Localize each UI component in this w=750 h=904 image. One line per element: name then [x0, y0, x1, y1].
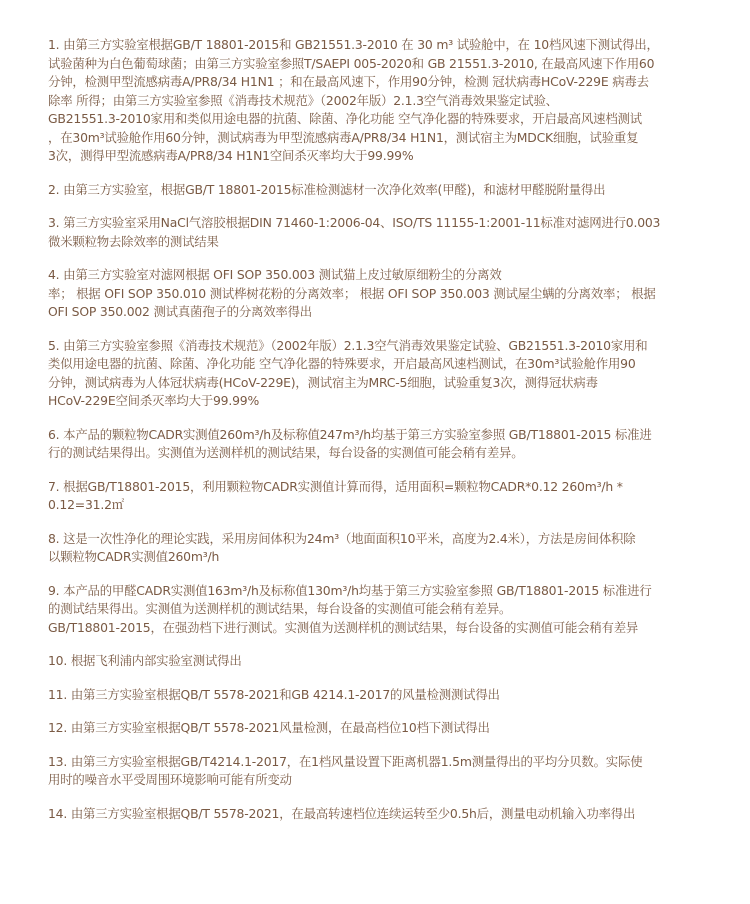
footnote-4: [48, 266, 720, 322]
footnote-10: [48, 652, 720, 671]
footnote-13: [48, 753, 720, 790]
footnote-line: 类似用途电器的抗菌、除菌、净化功能 空气净化器的特殊要求，开启最高风速档测试，在30m³试验舱作用90: [48, 356, 636, 371]
footnote-12: [48, 719, 720, 738]
footnote-5: [48, 337, 720, 411]
footnote-line: 分钟，检测甲型流感病毒A/PR8/34 H1N1 ；和在最高风速下，作用90分钟，检测 冠状病毒HCoV-229E 病毒去: [48, 74, 649, 89]
footnote-line: 6. 本产品的颗粒物CADR实测值260m³/h及标称值247m³/h均基于第三方实验室参照 GB/T18801-2015 标准进: [48, 426, 652, 442]
footnote-line: 12. 由第三方实验室根据QB/T 5578-2021风量检测，在最高档位10档下测试得出: [48, 720, 490, 735]
footnote-line: 2. 由第三方实验室，根据GB/T 18801-2015标准检测滤材一次净化效率(甲醛)，和滤材甲醛脱附量得出: [48, 181, 606, 197]
footnote-line: 率； 根据 OFI SOP 350.010 测试桦树花粉的分离效率； 根据 OFI SOP 350.003 测试屋尘螨的分离效率； 根据: [48, 285, 656, 301]
footnote-line: 10. 根据飞利浦内部实验室测试得出: [48, 653, 242, 668]
footnote-1: [48, 36, 720, 166]
footnote-line: 8. 这是一次性净化的理论实践，采用房间体积为24m³（地面面积10平米，高度为2.4米），方法是房间体积除: [48, 530, 636, 546]
footnote-line: 3次，测得甲型流感病毒A/PR8/34 H1N1空间杀灭率均大于99.99%: [48, 148, 414, 163]
footnote-line: 试验菌种为白色葡萄球菌；由第三方实验室参照T/SAEPI 005-2020和 GB 21551.3-2010, 在最高风速下作用60: [48, 55, 655, 71]
footnote-line: 7. 根据GB/T18801-2015，利用颗粒物CADR实测值计算而得，适用面积=颗粒物CADR*0.12 260m³/h *: [48, 478, 623, 494]
footnote-2: [48, 181, 720, 200]
footnote-8: [48, 530, 720, 567]
footnote-line: 行的测试结果得出。实测值为送测样机的测试结果，每台设备的实测值可能会稍有差异。: [48, 445, 524, 460]
footnote-line: 14. 由第三方实验室根据QB/T 5578-2021，在最高转速档位连续运转至少0.5h后，测量电动机输入功率得出: [48, 805, 636, 821]
footnote-line: 1. 由第三方实验室根据GB/T 18801-2015和 GB21551.3-2010 在 30 m³ 试验舱中，在 10档风速下测试得出，: [48, 37, 659, 52]
footnote-line: ，在30m³试验舱作用60分钟，测试病毒为甲型流感病毒A/PR8/34 H1N1，测试宿主为MDCK细胞，试验重复: [48, 129, 639, 145]
footnote-line: GB21551.3-2010家用和类似用途电器的抗菌、除菌、净化功能 空气净化器的特殊要求，开启最高风速档测试: [48, 111, 642, 126]
footnote-line: 的测试结果得出。实测值为送测样机的测试结果，每台设备的实测值可能会稍有差异。: [48, 601, 512, 616]
footnote-line: GB/T18801-2015，在强劲档下进行测试。实测值为送测样机的测试结果，每台设备的实测值可能会稍有差异: [48, 619, 639, 635]
footnote-line: 以颗粒物CADR实测值260m³/h: [48, 549, 220, 564]
footnote-11: [48, 686, 720, 705]
footnote-6: [48, 426, 720, 463]
footnote-line: 11. 由第三方实验室根据QB/T 5578-2021和GB 4214.1-2017的风量检测测试得出: [48, 686, 500, 702]
footnote-line: 3. 第三方实验室采用NaCl气溶胶根据DIN 71460-1:2006-04、ISO/TS 11155-1:2001-11标准对滤网进行0.003: [48, 215, 661, 230]
footnote-3: [48, 214, 720, 251]
footnote-line: OFI SOP 350.002 测试真菌孢子的分离效率得出: [48, 304, 312, 319]
footnote-line: HCoV-229E空间杀灭率均大于99.99%: [48, 393, 260, 408]
footnote-line: 分钟，测试病毒为人体冠状病毒(HCoV-229E)，测试宿主为MRC-5细胞，试验重复3次，测得冠状病毒: [48, 374, 598, 390]
footnote-9: [48, 582, 720, 638]
footnote-line: 除率 所得；由第三方实验室参照《消毒技术规范》（2002年版）2.1.3空气消毒效果鉴定试验、: [48, 92, 558, 108]
footnote-7: [48, 478, 720, 515]
footnote-line: 9. 本产品的甲醛CADR实测值163m³/h及标称值130m³/h均基于第三方实验室参照 GB/T18801-2015 标准进行: [48, 582, 652, 598]
footnote-line: 微米颗粒物去除效率的测试结果: [48, 233, 219, 249]
footnote-line: 0.12=31.2㎡: [48, 497, 124, 512]
footnote-line: 4. 由第三方实验室对滤网根据 OFI SOP 350.003 测试猫上皮过敏原细粉尘的分离效: [48, 267, 502, 282]
footnote-line: 用时的噪音水平受周围环境影响可能有所变动: [48, 772, 292, 787]
footnote-line: 5. 由第三方实验室参照《消毒技术规范》（2002年版）2.1.3空气消毒效果鉴定试验、GB21551.3-2010家用和: [48, 337, 648, 353]
footnote-14: [48, 805, 720, 824]
footnote-line: 13. 由第三方实验室根据GB/T4214.1-2017，在1档风量设置下距离机器1.5m测量得出的平均分贝数。实际使: [48, 753, 643, 769]
footnotes-list: [48, 36, 720, 823]
